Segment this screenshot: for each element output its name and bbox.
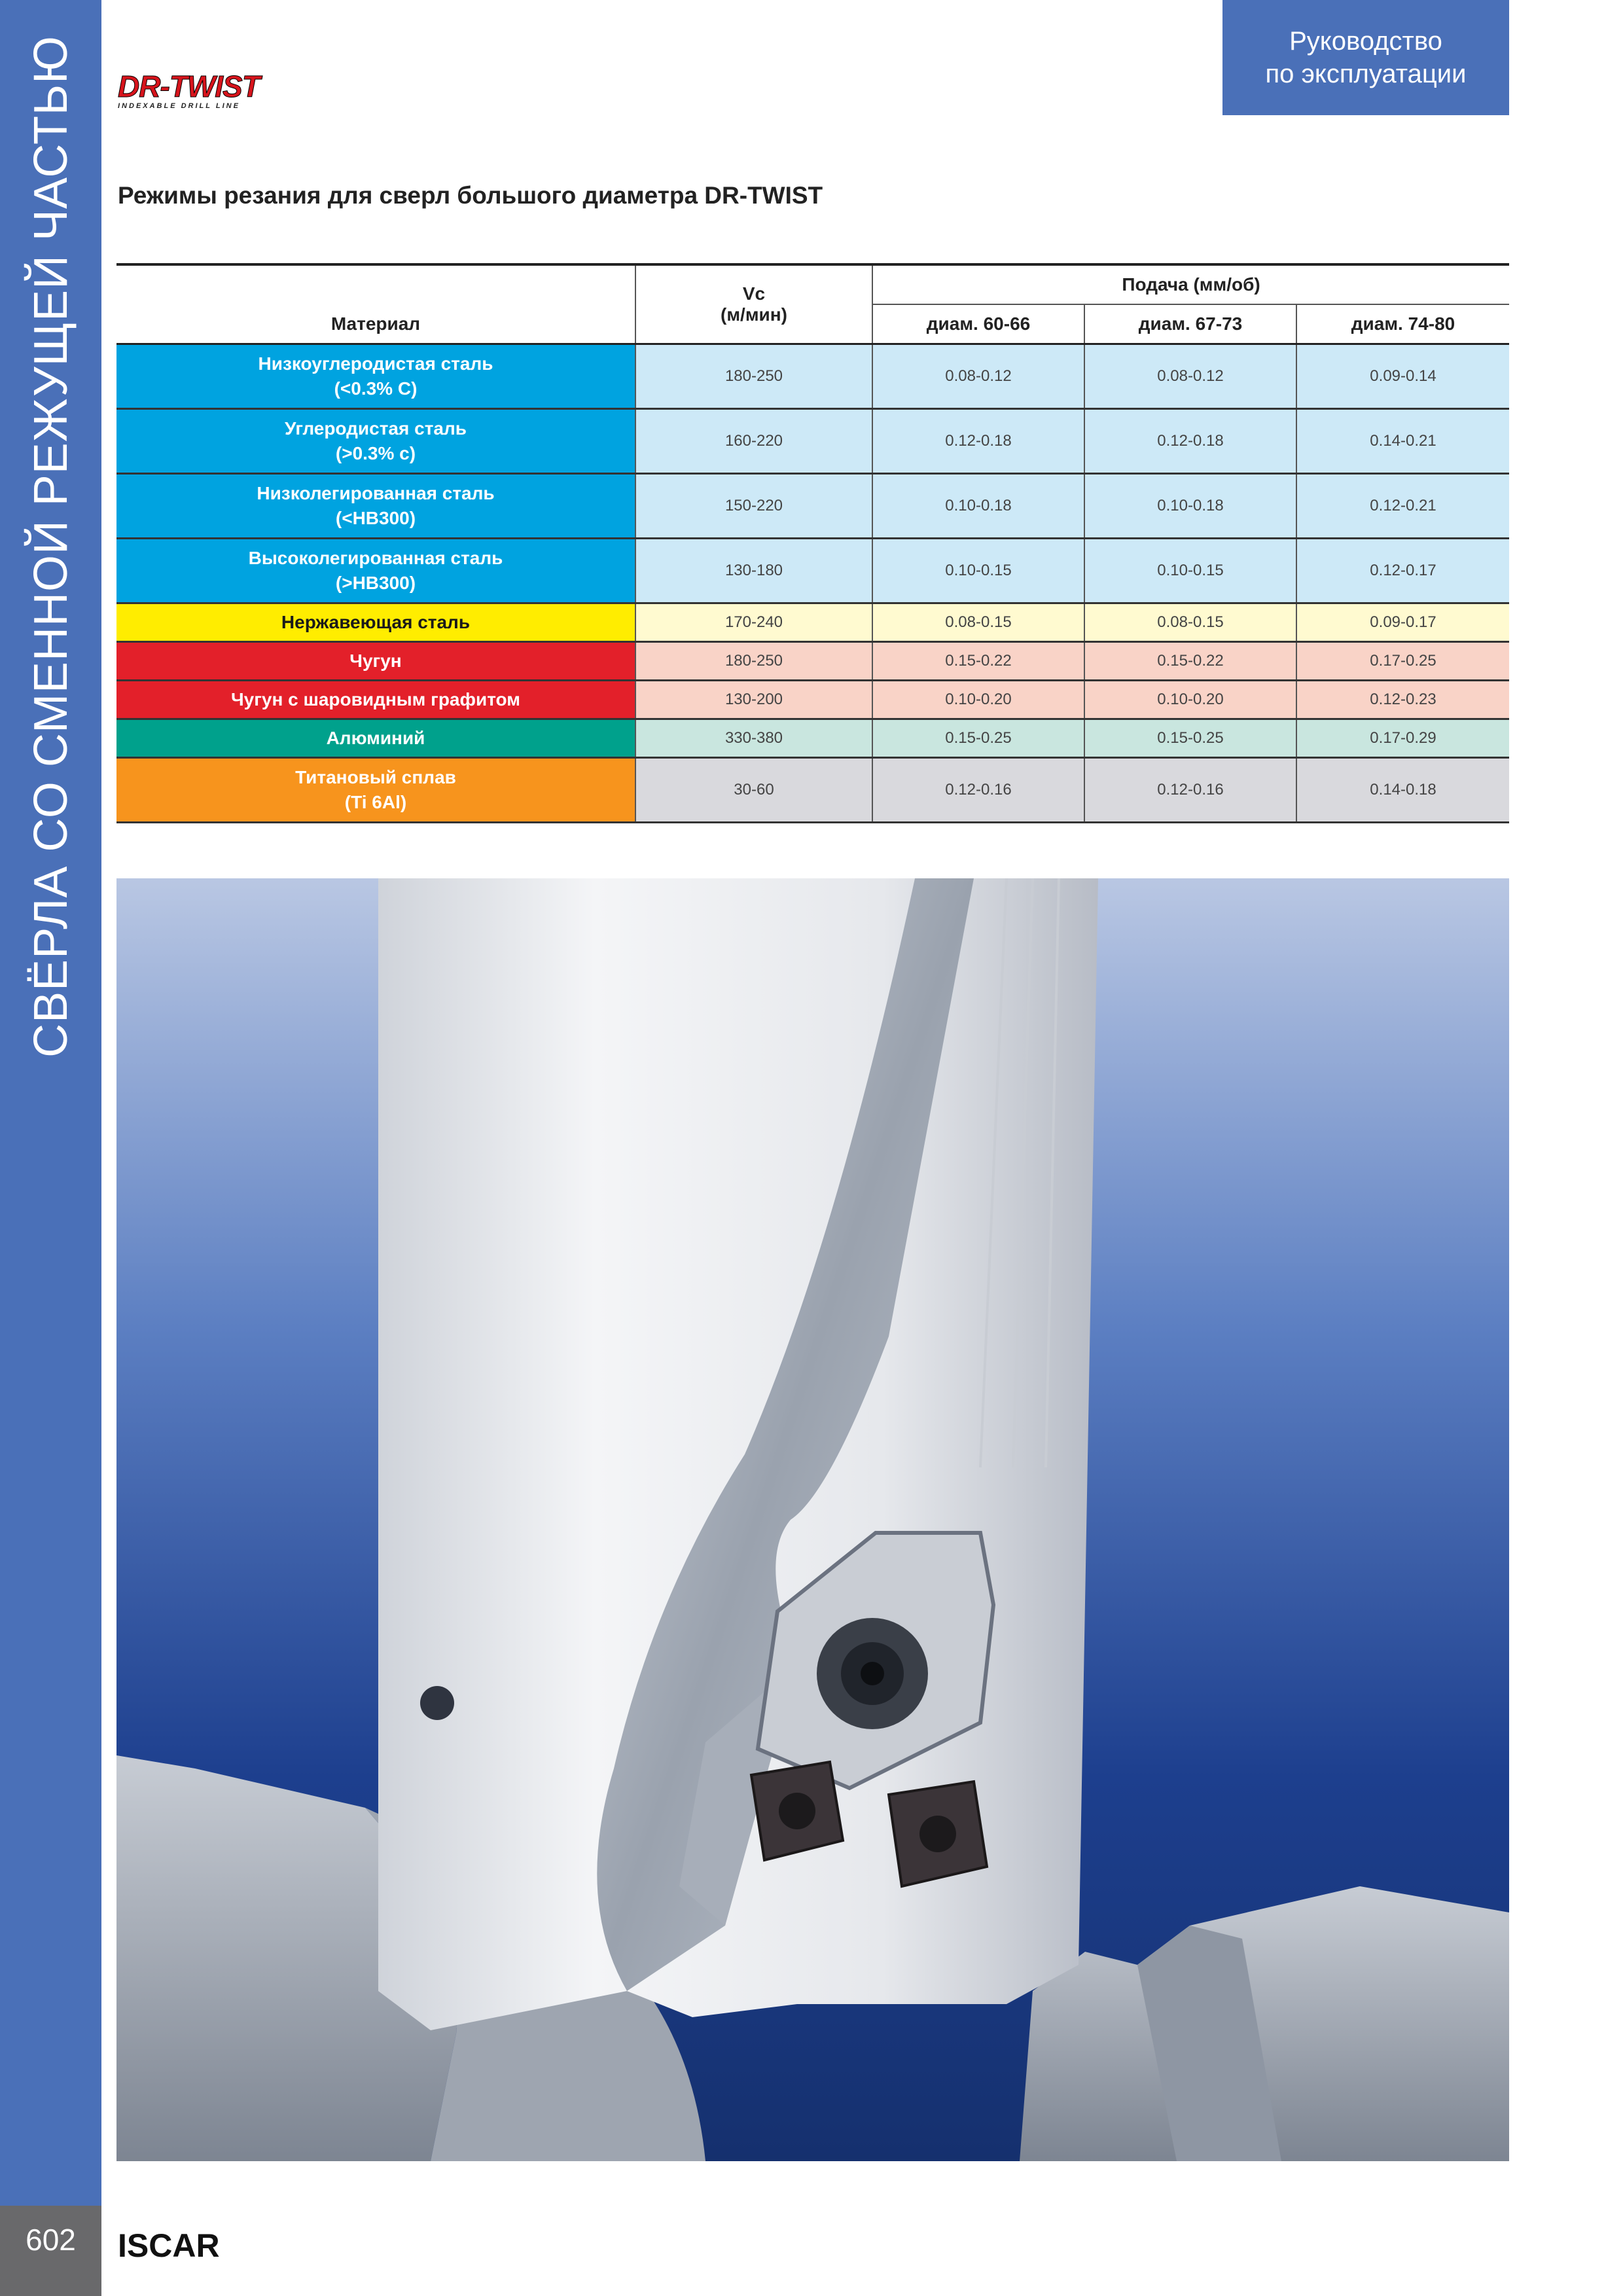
table-body bbox=[116, 344, 1509, 823]
table-row bbox=[116, 409, 1509, 474]
material-cell bbox=[116, 719, 635, 758]
feed-cell-d3: 0.17-0.29 bbox=[1296, 719, 1509, 758]
material-cell bbox=[116, 758, 635, 823]
feed-cell-d3: 0.09-0.14 bbox=[1296, 344, 1509, 409]
material-cell bbox=[116, 409, 635, 474]
material-name: Углеродистая сталь bbox=[285, 418, 467, 439]
material-name: Чугун bbox=[349, 651, 402, 671]
feed-cell-d3: 0.14-0.21 bbox=[1296, 409, 1509, 474]
material-cell bbox=[116, 603, 635, 642]
feed-cell-d3: 0.12-0.23 bbox=[1296, 681, 1509, 719]
table-row bbox=[116, 603, 1509, 642]
material-cell bbox=[116, 642, 635, 681]
material-cell bbox=[116, 539, 635, 603]
table-row bbox=[116, 539, 1509, 603]
drill-illustration bbox=[116, 878, 1509, 2161]
product-photo bbox=[116, 878, 1509, 2161]
table-header-d1: диам. 60-66 bbox=[872, 304, 1084, 344]
logo-main: DR-TWIST bbox=[118, 69, 260, 103]
table-row bbox=[116, 642, 1509, 681]
feed-cell-d2: 0.10-0.20 bbox=[1084, 681, 1296, 719]
feed-cell-d2: 0.15-0.22 bbox=[1084, 642, 1296, 681]
feed-cell-d1: 0.08-0.15 bbox=[872, 603, 1084, 642]
material-name: Алюминий bbox=[326, 728, 425, 748]
page-number: 602 bbox=[26, 2223, 76, 2257]
table-row bbox=[116, 681, 1509, 719]
material-cell bbox=[116, 344, 635, 409]
feed-cell-d2: 0.08-0.15 bbox=[1084, 603, 1296, 642]
vc-cell: 30-60 bbox=[635, 758, 872, 823]
feed-cell-d2: 0.10-0.15 bbox=[1084, 539, 1296, 603]
cutting-data-table bbox=[116, 263, 1509, 823]
material-name: Титановый сплав bbox=[295, 767, 456, 787]
material-spec: (>HB300) bbox=[335, 573, 416, 593]
table-header-d2: диам. 67-73 bbox=[1084, 304, 1296, 344]
feed-cell-d1: 0.15-0.22 bbox=[872, 642, 1084, 681]
feed-cell-d1: 0.10-0.18 bbox=[872, 474, 1084, 539]
feed-cell-d1: 0.12-0.18 bbox=[872, 409, 1084, 474]
feed-cell-d1: 0.08-0.12 bbox=[872, 344, 1084, 409]
vc-cell: 180-250 bbox=[635, 344, 872, 409]
feed-cell-d2: 0.10-0.18 bbox=[1084, 474, 1296, 539]
material-spec: (<0.3% C) bbox=[334, 378, 418, 399]
table-header-material: Материал bbox=[116, 304, 635, 344]
manual-tag-line1: Руководство bbox=[1289, 27, 1442, 56]
feed-cell-d1: 0.12-0.16 bbox=[872, 758, 1084, 823]
table-row bbox=[116, 474, 1509, 539]
manual-tag bbox=[1222, 0, 1509, 115]
feed-cell-d1: 0.10-0.20 bbox=[872, 681, 1084, 719]
material-name: Низколегированная сталь bbox=[257, 483, 495, 503]
material-name: Низкоуглеродистая сталь bbox=[258, 353, 493, 374]
table-row bbox=[116, 719, 1509, 758]
feed-cell-d2: 0.15-0.25 bbox=[1084, 719, 1296, 758]
material-name: Высоколегированная сталь bbox=[248, 548, 503, 568]
vc-cell: 330-380 bbox=[635, 719, 872, 758]
table-header-d3: диам. 74-80 bbox=[1296, 304, 1509, 344]
table-row bbox=[116, 344, 1509, 409]
feed-cell-d3: 0.17-0.25 bbox=[1296, 642, 1509, 681]
table-header-feed: Подача (мм/об) bbox=[872, 264, 1509, 304]
material-cell bbox=[116, 681, 635, 719]
vc-unit: (м/мин) bbox=[721, 304, 787, 325]
dr-twist-logo bbox=[118, 71, 275, 110]
material-spec: (Ti 6Al) bbox=[344, 792, 407, 812]
vc-cell: 170-240 bbox=[635, 603, 872, 642]
brand-name: ISCAR bbox=[118, 2227, 220, 2264]
feed-cell-d3: 0.12-0.21 bbox=[1296, 474, 1509, 539]
logo-sub: INDEXABLE DRILL LINE bbox=[118, 102, 240, 110]
vc-cell: 160-220 bbox=[635, 409, 872, 474]
feed-cell-d1: 0.15-0.25 bbox=[872, 719, 1084, 758]
table-header-material-top bbox=[116, 264, 635, 304]
material-spec: (<HB300) bbox=[335, 508, 416, 528]
vc-cell: 130-180 bbox=[635, 539, 872, 603]
feed-cell-d1: 0.10-0.15 bbox=[872, 539, 1084, 603]
feed-cell-d3: 0.09-0.17 bbox=[1296, 603, 1509, 642]
table-header-vc bbox=[635, 264, 872, 344]
feed-cell-d2: 0.08-0.12 bbox=[1084, 344, 1296, 409]
section-title-vertical bbox=[0, 0, 101, 1100]
vc-cell: 130-200 bbox=[635, 681, 872, 719]
feed-cell-d3: 0.14-0.18 bbox=[1296, 758, 1509, 823]
table-row bbox=[116, 758, 1509, 823]
vc-label: Vc bbox=[742, 283, 766, 304]
vc-cell: 150-220 bbox=[635, 474, 872, 539]
feed-cell-d2: 0.12-0.16 bbox=[1084, 758, 1296, 823]
section-title-text: СВЁРЛА СО СМЕННОЙ РЕЖУЩЕЙ ЧАСТЬЮ bbox=[25, 35, 77, 1058]
material-cell bbox=[116, 474, 635, 539]
page-title: Режимы резания для сверл большого диаметра DR-TWIST bbox=[118, 182, 823, 209]
material-spec: (>0.3% c) bbox=[335, 443, 416, 463]
feed-cell-d3: 0.12-0.17 bbox=[1296, 539, 1509, 603]
material-name: Чугун с шаровидным графитом bbox=[231, 689, 520, 709]
vc-cell: 180-250 bbox=[635, 642, 872, 681]
feed-cell-d2: 0.12-0.18 bbox=[1084, 409, 1296, 474]
manual-tag-line2: по эксплуатации bbox=[1265, 60, 1467, 88]
material-name: Нержавеющая сталь bbox=[281, 612, 471, 632]
